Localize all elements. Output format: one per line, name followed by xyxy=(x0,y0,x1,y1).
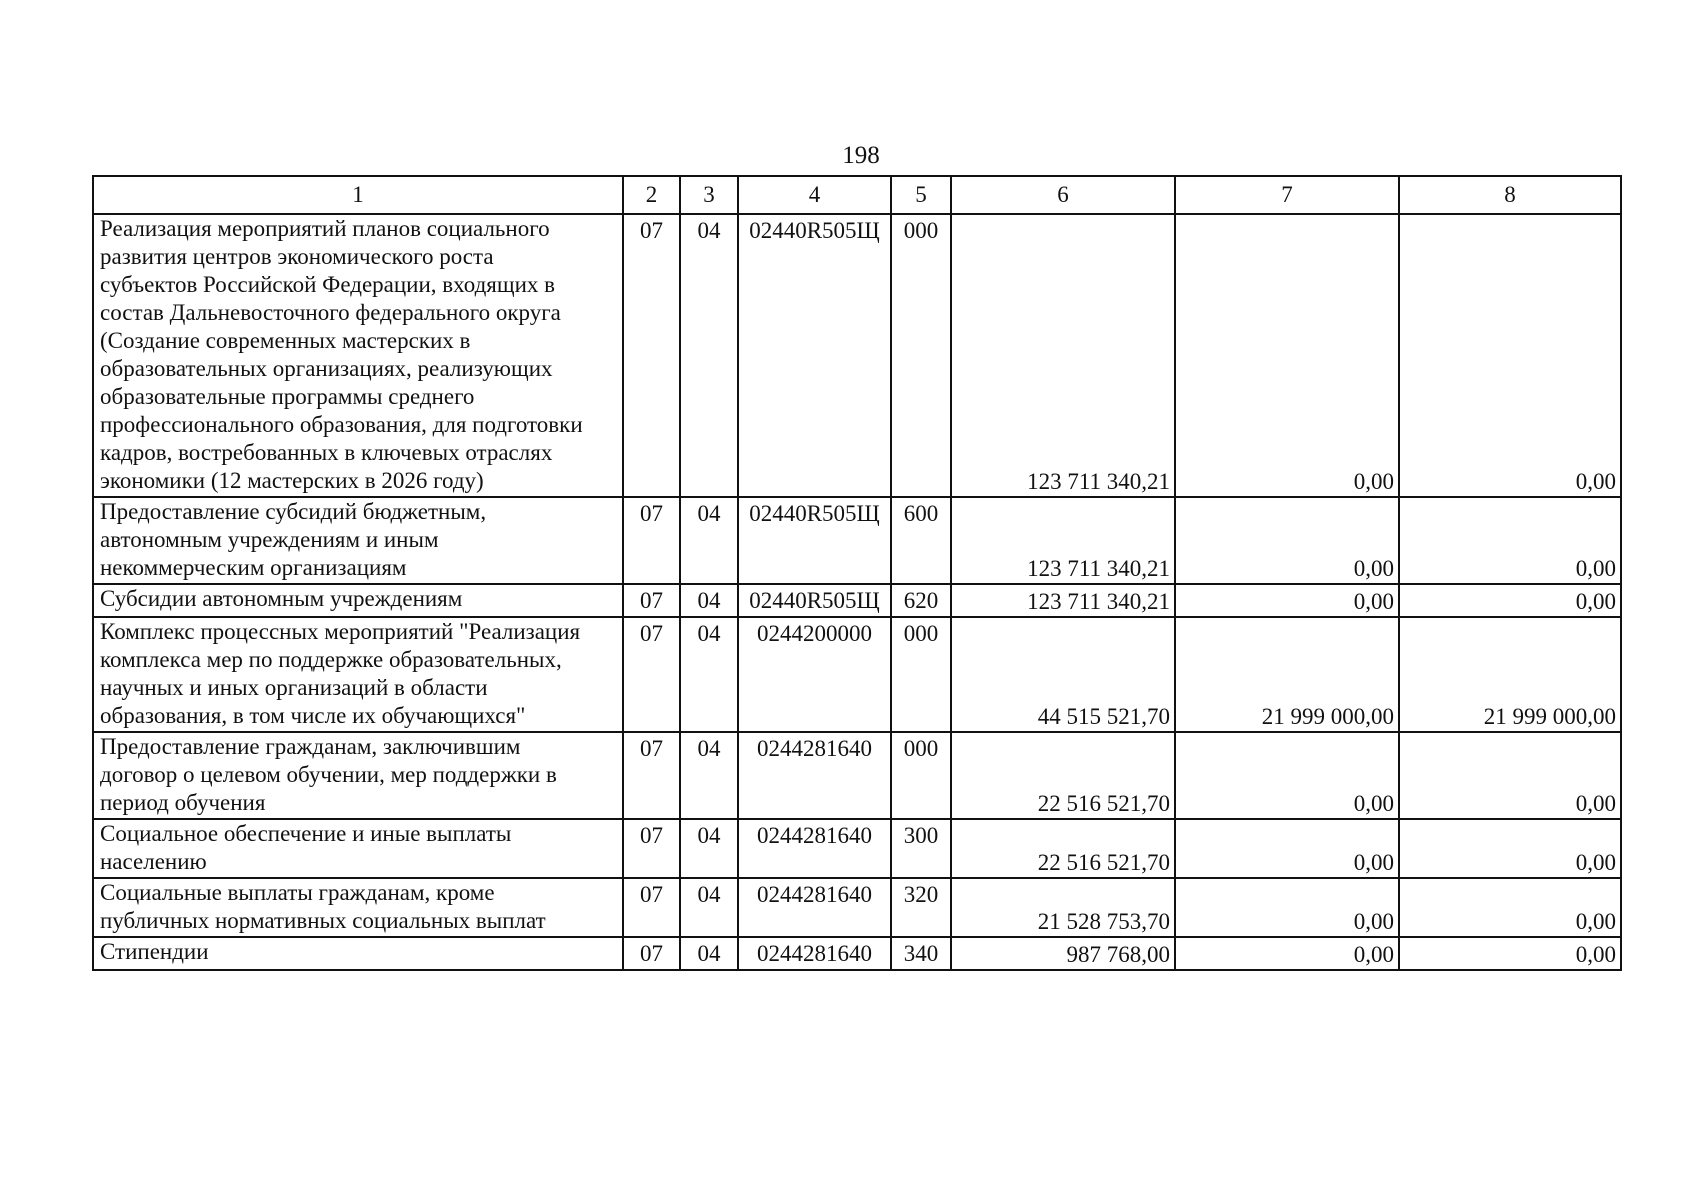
header-cell-4: 4 xyxy=(738,176,891,214)
row-name-cell xyxy=(93,584,623,617)
row-name-cell xyxy=(93,819,623,878)
amount-col6-cell: 123 711 340,21 xyxy=(951,214,1175,497)
amount-col8-cell: 0,00 xyxy=(1399,878,1621,937)
expense-type-cell: 300 xyxy=(891,819,951,878)
expense-type-cell: 000 xyxy=(891,617,951,732)
row-name-cell xyxy=(93,497,623,584)
amount-col7-cell: 0,00 xyxy=(1175,819,1399,878)
amount-col8-cell: 21 999 000,00 xyxy=(1399,617,1621,732)
section-code-cell: 07 xyxy=(623,878,680,937)
table-row xyxy=(93,819,1621,878)
page-number: 198 xyxy=(842,142,880,169)
table-row xyxy=(93,617,1621,732)
subsection-code-cell: 04 xyxy=(680,878,738,937)
section-code-cell: 07 xyxy=(623,937,680,970)
row-name-line: Социальное обеспечение и иные выплаты xyxy=(100,821,512,846)
row-name-cell xyxy=(93,617,623,732)
table-row xyxy=(93,584,1621,617)
amount-col7-cell: 0,00 xyxy=(1175,878,1399,937)
row-name-cell xyxy=(93,214,623,497)
amount-col8-cell: 0,00 xyxy=(1399,732,1621,819)
expense-type-cell: 600 xyxy=(891,497,951,584)
row-name-line: экономики (12 мастерских в 2026 году) xyxy=(100,468,484,493)
budget-table xyxy=(92,175,1622,971)
section-code-cell: 07 xyxy=(623,819,680,878)
row-name-line: субъектов Российской Федерации, входящих в xyxy=(100,272,556,297)
target-article-cell: 0244281640 xyxy=(738,819,891,878)
row-name-line: профессионального образования, для подготовки xyxy=(100,412,583,437)
amount-col7-cell: 0,00 xyxy=(1175,937,1399,970)
amount-col6-cell: 22 516 521,70 xyxy=(951,732,1175,819)
target-article-cell: 02440R505Щ xyxy=(738,497,891,584)
target-article-cell: 0244281640 xyxy=(738,937,891,970)
subsection-code-cell: 04 xyxy=(680,617,738,732)
header-row xyxy=(93,176,1621,214)
header-cell-6: 6 xyxy=(951,176,1175,214)
amount-col6-cell: 987 768,00 xyxy=(951,937,1175,970)
expense-type-cell: 340 xyxy=(891,937,951,970)
subsection-code-cell: 04 xyxy=(680,732,738,819)
amount-col7-cell: 21 999 000,00 xyxy=(1175,617,1399,732)
amount-col6-cell: 21 528 753,70 xyxy=(951,878,1175,937)
row-name-line: Субсидии автономным учреждениям xyxy=(100,586,463,611)
table-row xyxy=(93,937,1621,970)
amount-col7-cell: 0,00 xyxy=(1175,497,1399,584)
row-name-line: Предоставление субсидий бюджетным, xyxy=(100,499,487,524)
amount-col6-cell: 22 516 521,70 xyxy=(951,819,1175,878)
header-cell-3: 3 xyxy=(680,176,738,214)
row-name-cell xyxy=(93,732,623,819)
row-name-cell xyxy=(93,878,623,937)
section-code-cell: 07 xyxy=(623,214,680,497)
target-article-cell: 02440R505Щ xyxy=(738,584,891,617)
row-name-line: населению xyxy=(100,849,207,874)
section-code-cell: 07 xyxy=(623,497,680,584)
amount-col6-cell: 123 711 340,21 xyxy=(951,497,1175,584)
subsection-code-cell: 04 xyxy=(680,584,738,617)
subsection-code-cell: 04 xyxy=(680,819,738,878)
row-name-cell xyxy=(93,937,623,970)
row-name-line: публичных нормативных социальных выплат xyxy=(100,908,546,933)
target-article-cell: 02440R505Щ xyxy=(738,214,891,497)
row-name-line: Стипендии xyxy=(100,939,209,964)
row-name-line: развития центров экономического роста xyxy=(100,244,494,269)
row-name-line: научных и иных организаций в области xyxy=(100,675,488,700)
header-cell-1: 1 xyxy=(93,176,623,214)
amount-col7-cell: 0,00 xyxy=(1175,732,1399,819)
header-cell-5: 5 xyxy=(891,176,951,214)
section-code-cell: 07 xyxy=(623,584,680,617)
row-name-line: комплекса мер по поддержке образовательных, xyxy=(100,647,562,672)
target-article-cell: 0244281640 xyxy=(738,878,891,937)
row-name-line: Реализация мероприятий планов социального xyxy=(100,216,550,241)
expense-type-cell: 000 xyxy=(891,214,951,497)
amount-col6-cell: 44 515 521,70 xyxy=(951,617,1175,732)
row-name-line: состав Дальневосточного федерального округа xyxy=(100,300,561,325)
header-cell-2: 2 xyxy=(623,176,680,214)
table-row xyxy=(93,878,1621,937)
row-name-line: образовательные программы среднего xyxy=(100,384,475,409)
amount-col8-cell: 0,00 xyxy=(1399,937,1621,970)
row-name-line: период обучения xyxy=(100,790,266,815)
amount-col7-cell: 0,00 xyxy=(1175,584,1399,617)
amount-col6-cell: 123 711 340,21 xyxy=(951,584,1175,617)
subsection-code-cell: 04 xyxy=(680,214,738,497)
table-row xyxy=(93,732,1621,819)
row-name-line: Комплекс процессных мероприятий "Реализация xyxy=(100,619,581,644)
amount-col8-cell: 0,00 xyxy=(1399,497,1621,584)
table-body xyxy=(93,176,1621,970)
row-name-line: (Создание современных мастерских в xyxy=(100,328,471,353)
target-article-cell: 0244200000 xyxy=(738,617,891,732)
amount-col8-cell: 0,00 xyxy=(1399,819,1621,878)
row-name-line: Социальные выплаты гражданам, кроме xyxy=(100,880,495,905)
target-article-cell: 0244281640 xyxy=(738,732,891,819)
row-name-line: некоммерческим организациям xyxy=(100,555,407,580)
row-name-line: образования, в том числе их обучающихся" xyxy=(100,703,526,728)
amount-col8-cell: 0,00 xyxy=(1399,214,1621,497)
table-row xyxy=(93,214,1621,497)
row-name-line: образовательных организациях, реализующих xyxy=(100,356,553,381)
row-name-line: Предоставление гражданам, заключившим xyxy=(100,734,521,759)
table-row xyxy=(93,497,1621,584)
row-name-line: автономным учреждениям и иным xyxy=(100,527,439,552)
row-name-line: договор о целевом обучении, мер поддержки в xyxy=(100,762,557,787)
row-name-line: кадров, востребованных в ключевых отраслях xyxy=(100,440,553,465)
expense-type-cell: 000 xyxy=(891,732,951,819)
section-code-cell: 07 xyxy=(623,732,680,819)
amount-col7-cell: 0,00 xyxy=(1175,214,1399,497)
header-cell-7: 7 xyxy=(1175,176,1399,214)
header-cell-8: 8 xyxy=(1399,176,1621,214)
subsection-code-cell: 04 xyxy=(680,937,738,970)
expense-type-cell: 320 xyxy=(891,878,951,937)
amount-col8-cell: 0,00 xyxy=(1399,584,1621,617)
expense-type-cell: 620 xyxy=(891,584,951,617)
section-code-cell: 07 xyxy=(623,617,680,732)
subsection-code-cell: 04 xyxy=(680,497,738,584)
